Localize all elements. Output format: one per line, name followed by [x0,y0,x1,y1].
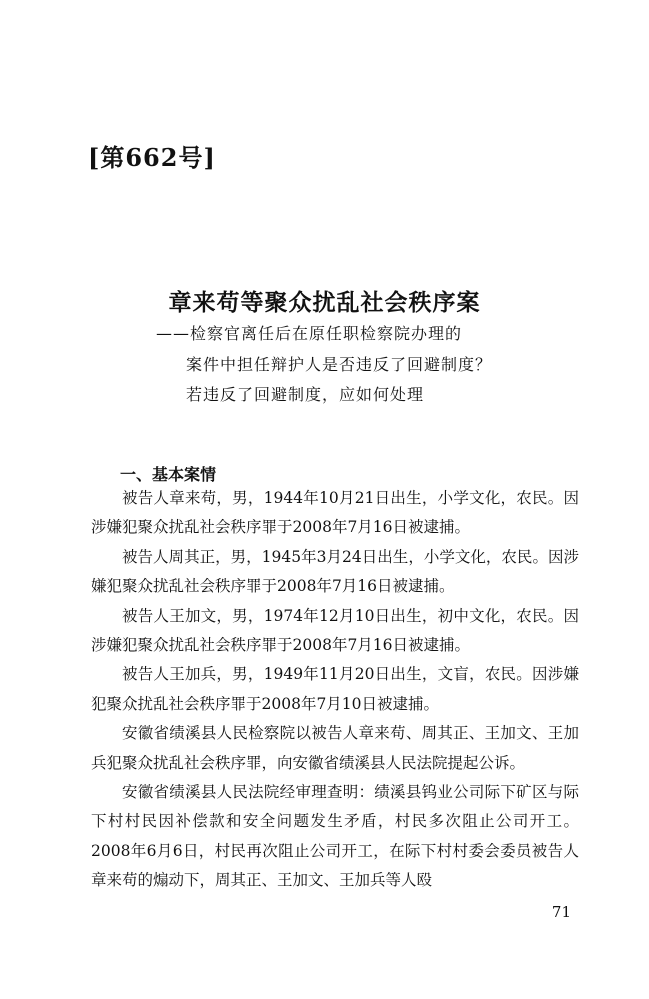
body-text [91,484,579,896]
section-heading: 一、基本案情 [120,465,217,484]
page-number: 71 [551,903,571,921]
paragraph-defendant-1: 被告人章来苟，男，1944年10月21日出生，小学文化，农民。因涉嫌犯聚众扰乱社会秩序罪于2008年7月16日被逮捕。 [91,489,579,537]
case-number: [第662号] [88,143,216,172]
subtitle-line-2: 案件中担任辩护人是否违反了回避制度？ [186,355,493,374]
paragraph-defendant-3: 被告人王加文，男，1974年12月10日出生，初中文化，农民。因涉嫌犯聚众扰乱社会秩序罪于2008年7月16日被逮捕。 [91,606,579,655]
paragraph-prosecution: 安徽省绩溪县人民检察院以被告人章来苟、周其正、王加文、王加兵犯聚众扰乱社会秩序罪，向安徽省绩溪县人民法院提起公诉。 [91,724,579,772]
paragraph-defendant-4: 被告人王加兵，男，1949年11月20日出生，文盲，农民。因涉嫌犯聚众扰乱社会秩序罪于2008年7月10日被逮捕。 [91,665,579,713]
paragraph-defendant-2: 被告人周其正，男，1945年3月24日出生，小学文化，农民。因涉嫌犯聚众扰乱社会秩序罪于2008年7月16日被逮捕。 [91,547,579,596]
subtitle-line-3: 若违反了回避制度，应如何处理 [186,385,425,404]
paragraph-court-findings: 安徽省绩溪县人民法院经审理查明：绩溪县钨业公司际下矿区与际下村村民因补偿款和安全问题发生矛盾，村民多次阻止公司开工。2008年6月6日，村民再次阻止公司开工，在际下村村委会委员被告人章来苟的煽动下，周其正、王加文、王加兵等人殴 [91,783,579,890]
case-title: 章来苟等聚众扰乱社会秩序案 [168,289,481,316]
subtitle-line-1: ——检察官离任后在原任职检察院办理的 [156,324,463,343]
